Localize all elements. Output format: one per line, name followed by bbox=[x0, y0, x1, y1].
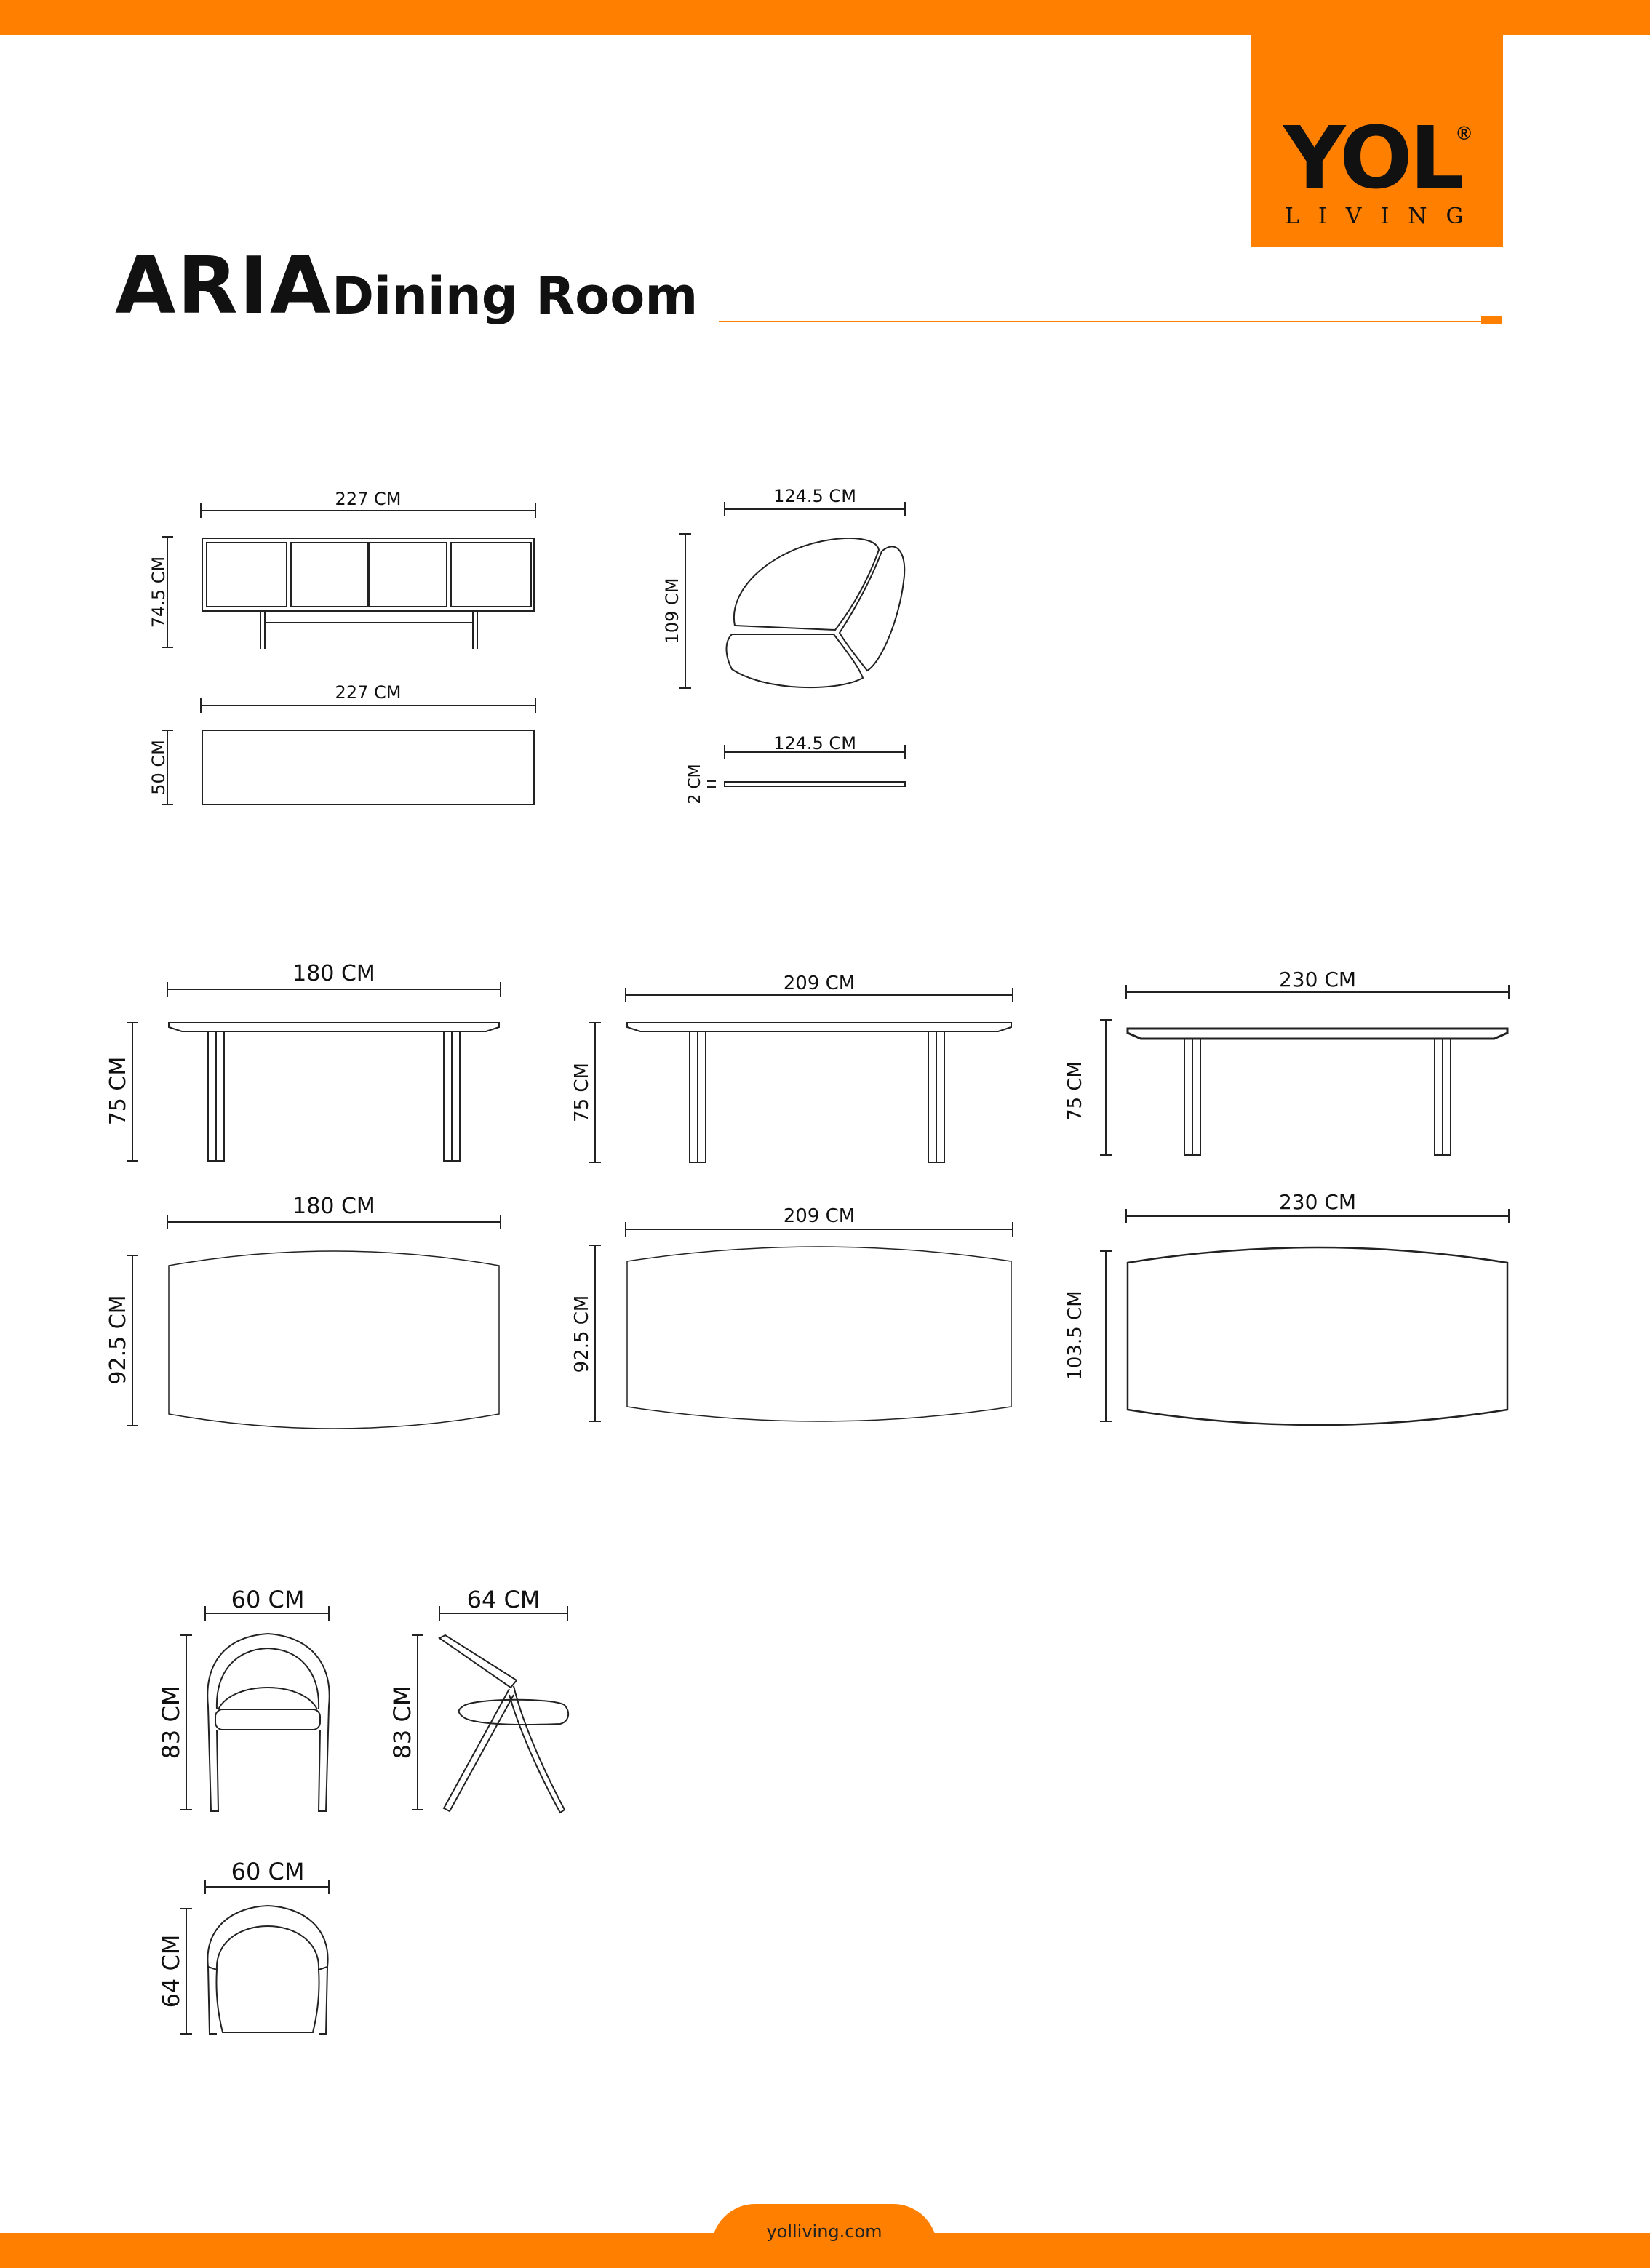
table-209-top-view bbox=[589, 1222, 1013, 1421]
mirror-side-depth: 2 CM bbox=[686, 764, 704, 804]
table-180-top-view bbox=[127, 1215, 501, 1429]
table-230-top-view bbox=[1100, 1209, 1509, 1425]
registered-mark: ® bbox=[1457, 122, 1472, 144]
chair-side-height: 83 CM bbox=[388, 1685, 416, 1760]
sideboard-top-width: 227 CM bbox=[335, 682, 402, 703]
sideboard-front-height: 74.5 CM bbox=[148, 556, 169, 628]
mirror-side-width: 124.5 CM bbox=[773, 733, 856, 754]
mirror-front-height: 109 CM bbox=[662, 578, 682, 644]
table-180-side-view bbox=[127, 982, 501, 1161]
website-link[interactable]: yolliving.com bbox=[766, 2221, 882, 2242]
table-230-side-width: 230 CM bbox=[1278, 967, 1357, 991]
chair-side-width: 64 CM bbox=[466, 1586, 541, 1613]
table-209-side-height: 75 CM bbox=[571, 1063, 593, 1122]
table-180-side-width: 180 CM bbox=[292, 961, 375, 986]
table-209-side-width: 209 CM bbox=[783, 973, 856, 994]
table-230-top-width: 230 CM bbox=[1278, 1190, 1357, 1214]
table-230-side-height: 75 CM bbox=[1064, 1061, 1086, 1121]
table-230-top-depth: 103.5 CM bbox=[1064, 1290, 1086, 1381]
chair-side-view bbox=[412, 1606, 568, 1813]
sideboard-top-depth: 50 CM bbox=[148, 740, 169, 795]
logo-subtitle: LIVING bbox=[1285, 204, 1483, 229]
table-180-top-depth: 92.5 CM bbox=[105, 1295, 131, 1385]
sideboard-front-width: 227 CM bbox=[335, 489, 402, 509]
page-title: ARIA bbox=[115, 241, 332, 332]
chair-front-height: 83 CM bbox=[157, 1685, 185, 1760]
table-230-side-view bbox=[1100, 985, 1509, 1155]
chair-front-width: 60 CM bbox=[231, 1586, 305, 1613]
sideboard-top-view bbox=[162, 698, 535, 804]
chair-top-width: 60 CM bbox=[231, 1858, 305, 1885]
mirror-front-view bbox=[679, 502, 905, 688]
page-subtitle: Dining Room bbox=[332, 266, 698, 326]
table-209-top-width: 209 CM bbox=[783, 1205, 856, 1227]
table-180-top-width: 180 CM bbox=[292, 1194, 375, 1219]
mirror-front-width: 124.5 CM bbox=[773, 486, 856, 506]
table-209-top-depth: 92.5 CM bbox=[571, 1295, 593, 1373]
chair-front-view bbox=[180, 1606, 330, 1811]
logo-wordmark: YOL bbox=[1283, 108, 1462, 208]
sideboard-front-view bbox=[162, 503, 535, 649]
table-209-side-view bbox=[589, 988, 1013, 1162]
table-180-side-height: 75 CM bbox=[105, 1056, 131, 1126]
chair-top-depth: 64 CM bbox=[157, 1934, 185, 2008]
chair-top-view bbox=[180, 1880, 329, 2034]
